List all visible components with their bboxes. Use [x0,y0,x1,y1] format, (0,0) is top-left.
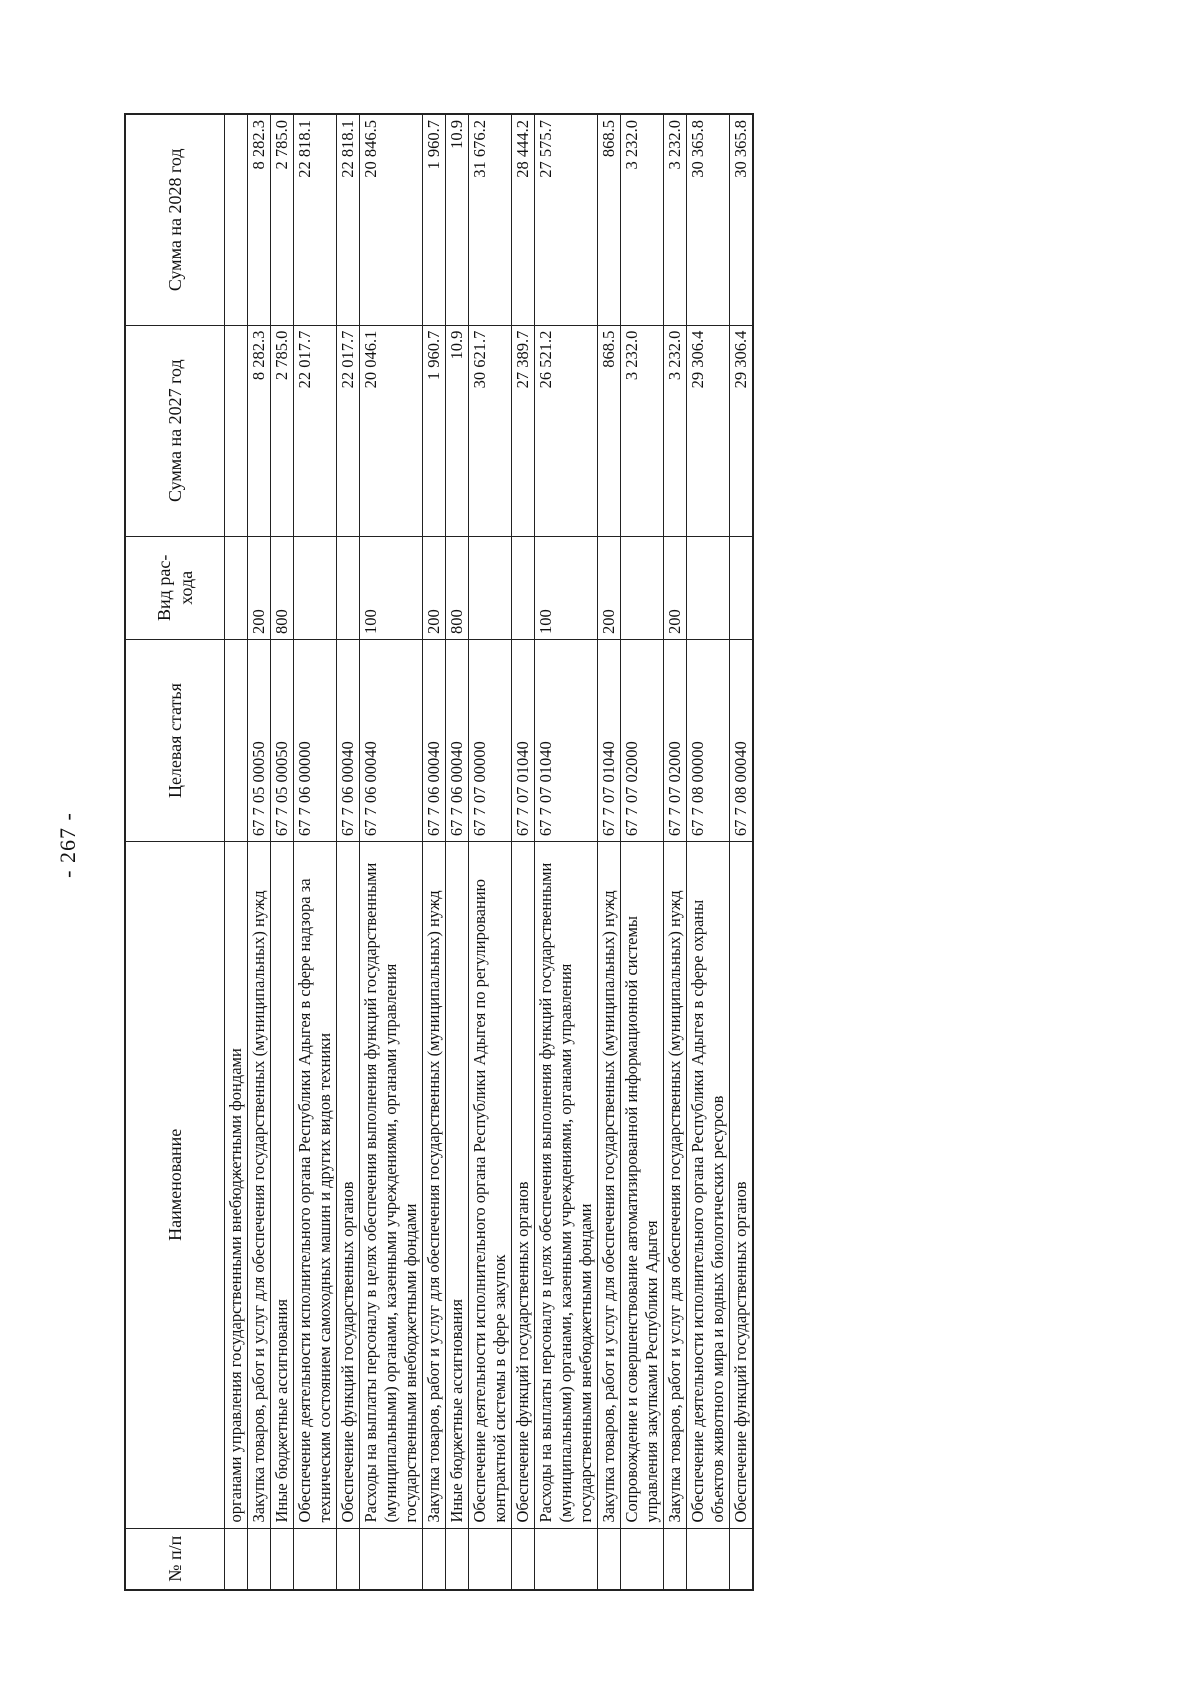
row-sum-2027-cell: 8 282.3 [248,325,271,536]
row-name-cell: Обеспечение деятельности исполнительного органа Республики Адыгея по регулированию контрактной системы в сфере закупок [469,842,512,1528]
row-kind-cell: 200 [664,536,687,639]
row-name-cell: Расходы на выплаты персоналу в целях обеспечения выполнения функций государственными (муниципальными) органами, казенными учреждениями, органами управления государственными внебюджетными фондами [535,842,598,1528]
row-sum-2027-cell: 30 621.7 [469,325,512,536]
row-sum-2027-cell: 22 017.7 [294,325,337,536]
table-body [225,114,754,1590]
row-index-cell [294,1528,337,1590]
table-row [294,114,337,1590]
row-code-cell: 67 7 05 00050 [248,639,271,841]
row-sum-2028-cell: 1 960.7 [423,114,446,325]
row-kind-cell: 200 [248,536,271,639]
row-name-cell: Обеспечение деятельности исполнительного органа Республики Адыгея в сфере охраны объектов животного мира и водных биологических ресурсов [687,842,730,1528]
row-sum-2028-cell: 22 818.1 [294,114,337,325]
row-kind-cell [337,536,360,639]
row-code-cell: 67 7 06 00000 [294,639,337,841]
row-code-cell: 67 7 06 00040 [446,639,469,841]
row-index-cell [469,1528,512,1590]
row-code-cell: 67 7 07 01040 [535,639,598,841]
row-kind-cell: 800 [271,536,294,639]
row-kind-cell: 100 [535,536,598,639]
row-code-cell: 67 7 08 00000 [687,639,730,841]
row-index-cell [687,1528,730,1590]
row-kind-cell: 100 [360,536,423,639]
row-sum-2027-cell: 27 389.7 [512,325,535,536]
row-sum-2028-cell: 27 575.7 [535,114,598,325]
row-index-cell [423,1528,446,1590]
row-name-cell: Закупка товаров, работ и услуг для обеспечения государственных (муниципальных) нужд [664,842,687,1528]
row-code-cell [225,639,248,841]
row-kind-cell [225,536,248,639]
table-row [730,114,754,1590]
row-sum-2028-cell: 31 676.2 [469,114,512,325]
row-sum-2028-cell: 10.9 [446,114,469,325]
header-index: № п/п [125,1528,225,1590]
row-kind-cell: 200 [598,536,621,639]
row-code-cell: 67 7 06 00040 [337,639,360,841]
table-row [248,114,271,1590]
row-sum-2027-cell: 3 232.0 [621,325,664,536]
row-sum-2027-cell: 2 785.0 [271,325,294,536]
row-sum-2028-cell: 20 846.5 [360,114,423,325]
row-code-cell: 67 7 06 00040 [360,639,423,841]
row-kind-cell [469,536,512,639]
row-sum-2028-cell: 2 785.0 [271,114,294,325]
table-row [337,114,360,1590]
row-kind-cell [687,536,730,639]
row-index-cell [621,1528,664,1590]
row-sum-2028-cell: 868.5 [598,114,621,325]
row-sum-2028-cell: 22 818.1 [337,114,360,325]
row-index-cell [598,1528,621,1590]
row-kind-cell: 800 [446,536,469,639]
row-sum-2027-cell: 3 232.0 [664,325,687,536]
row-kind-cell [294,536,337,639]
row-sum-2028-cell: 30 365.8 [687,114,730,325]
row-name-cell: Закупка товаров, работ и услуг для обеспечения государственных (муниципальных) нужд [248,842,271,1528]
row-kind-cell [512,536,535,639]
budget-table [124,113,754,1591]
row-name-cell: Расходы на выплаты персоналу в целях обеспечения выполнения функций государственными (муниципальными) органами, казенными учреждениями, органами управления государственными внебюджетными фондами [360,842,423,1528]
row-code-cell: 67 7 07 02000 [621,639,664,841]
row-code-cell: 67 7 06 00040 [423,639,446,841]
table-row [225,114,248,1590]
header-code: Целевая статья [125,639,225,841]
budget-table-sheet [124,113,1044,1591]
row-index-cell [512,1528,535,1590]
row-code-cell: 67 7 07 01040 [512,639,535,841]
table-row [469,114,512,1590]
row-index-cell [271,1528,294,1590]
table-row [360,114,423,1590]
row-sum-2028-cell: 28 444.2 [512,114,535,325]
row-code-cell: 67 7 07 02000 [664,639,687,841]
row-sum-2028-cell [225,114,248,325]
table-row [535,114,598,1590]
row-sum-2027-cell: 29 306.4 [687,325,730,536]
row-name-cell: Закупка товаров, работ и услуг для обеспечения государственных (муниципальных) нужд [598,842,621,1528]
row-sum-2028-cell: 8 282.3 [248,114,271,325]
header-kind: Вид рас-хода [125,536,225,639]
table-row [598,114,621,1590]
header-sum-2027: Сумма на 2027 год [125,325,225,536]
header-name: Наименование [125,842,225,1528]
row-index-cell [664,1528,687,1590]
row-name-cell: Иные бюджетные ассигнования [446,842,469,1528]
table-row [271,114,294,1590]
page-number: - 267 - [55,812,80,878]
row-kind-cell [621,536,664,639]
row-sum-2028-cell: 30 365.8 [730,114,754,325]
table-row [446,114,469,1590]
table-row [621,114,664,1590]
row-index-cell [337,1528,360,1590]
row-name-cell: органами управления государственными внебюджетными фондами [225,842,248,1528]
row-code-cell: 67 7 07 01040 [598,639,621,841]
row-index-cell [225,1528,248,1590]
row-kind-cell [730,536,754,639]
row-name-cell: Иные бюджетные ассигнования [271,842,294,1528]
row-sum-2027-cell: 22 017.7 [337,325,360,536]
row-sum-2027-cell: 1 960.7 [423,325,446,536]
row-sum-2027-cell: 868.5 [598,325,621,536]
row-sum-2027-cell [225,325,248,536]
row-sum-2027-cell: 10.9 [446,325,469,536]
row-sum-2027-cell: 20 046.1 [360,325,423,536]
header-sum-2028: Сумма на 2028 год [125,114,225,325]
row-sum-2028-cell: 3 232.0 [621,114,664,325]
row-index-cell [535,1528,598,1590]
table-row [664,114,687,1590]
table-row [512,114,535,1590]
row-code-cell: 67 7 08 00040 [730,639,754,841]
row-kind-cell: 200 [423,536,446,639]
row-code-cell: 67 7 07 00000 [469,639,512,841]
row-name-cell: Обеспечение функций государственных органов [730,842,754,1528]
table-row [423,114,446,1590]
row-index-cell [730,1528,754,1590]
row-sum-2027-cell: 26 521.2 [535,325,598,536]
row-index-cell [446,1528,469,1590]
row-code-cell: 67 7 05 00050 [271,639,294,841]
row-name-cell: Обеспечение деятельности исполнительного органа Республики Адыгея в сфере надзора за техническим состоянием самоходных машин и других видов техники [294,842,337,1528]
row-name-cell: Обеспечение функций государственных органов [337,842,360,1528]
row-name-cell: Обеспечение функций государственных органов [512,842,535,1528]
row-name-cell: Закупка товаров, работ и услуг для обеспечения государственных (муниципальных) нужд [423,842,446,1528]
row-sum-2028-cell: 3 232.0 [664,114,687,325]
table-header [125,114,225,1590]
row-index-cell [248,1528,271,1590]
row-sum-2027-cell: 29 306.4 [730,325,754,536]
row-name-cell: Сопровождение и совершенствование автоматизированной информационной системы управления закупками Республики Адыгея [621,842,664,1528]
table-row [687,114,730,1590]
row-index-cell [360,1528,423,1590]
